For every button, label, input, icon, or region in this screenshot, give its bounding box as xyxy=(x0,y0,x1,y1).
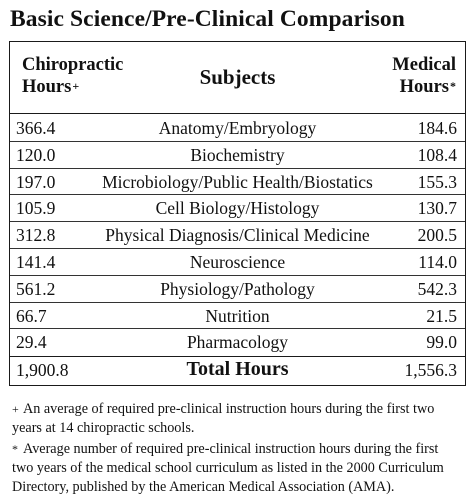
header-medical-hours xyxy=(392,54,456,98)
page-title: Basic Science/Pre-Clinical Comparison xyxy=(10,6,405,32)
chiro-hours-cell: 366.4 xyxy=(16,118,56,138)
chiro-hours-cell: 197.0 xyxy=(16,171,56,192)
header-medical-line2-wrap xyxy=(392,76,456,98)
medical-hours-cell: 200.5 xyxy=(417,225,457,246)
chiro-hours-cell: 105.9 xyxy=(16,198,56,219)
total-divider xyxy=(10,356,465,357)
subject-cell: Microbiology/Public Health/Biostatics xyxy=(102,171,373,192)
footnote-chiropractic xyxy=(12,400,467,438)
footnote-line: Directory, published by the American Medical Association (AMA). xyxy=(12,479,395,495)
table-row xyxy=(10,222,465,249)
footnote-line: Average number of required pre-clinical instruction hours during the first xyxy=(23,441,439,457)
total-medical-hours: 1,556.3 xyxy=(404,360,457,380)
header-subjects: Subjects xyxy=(199,65,276,89)
medical-hours-cell: 108.4 xyxy=(417,144,457,165)
chiro-hours-cell: 120.0 xyxy=(16,144,56,165)
subject-cell: Cell Biology/Histology xyxy=(155,198,320,219)
medical-hours-cell: 542.3 xyxy=(417,278,457,299)
subject-cell: Physiology/Pathology xyxy=(160,278,315,299)
chiro-hours-cell: 141.4 xyxy=(16,251,56,272)
table-body xyxy=(10,115,465,356)
medical-hours-cell: 184.6 xyxy=(417,118,457,138)
chiro-hours-cell: 561.2 xyxy=(16,278,56,299)
footnote-mark-asterisk: * xyxy=(12,442,18,456)
medical-hours-cell: 155.3 xyxy=(417,171,457,192)
table-row xyxy=(10,195,465,222)
footnote-line: years at 14 chiropractic schools. xyxy=(12,420,195,436)
table-row xyxy=(10,169,465,196)
subject-cell: Neuroscience xyxy=(189,251,286,272)
comparison-table xyxy=(9,41,466,386)
total-label: Total Hours xyxy=(186,358,289,380)
subject-cell: Pharmacology xyxy=(186,332,289,353)
subject-cell: Anatomy/Embryology xyxy=(158,118,317,138)
footnote-medical xyxy=(12,440,467,497)
subject-cell: Biochemistry xyxy=(190,144,285,165)
chiro-hours-cell: 312.8 xyxy=(16,225,56,246)
header-chiro-line2: Hours xyxy=(22,77,72,97)
header-chiro-line1: Chiropractic xyxy=(22,55,124,75)
medical-hours-cell: 21.5 xyxy=(426,305,457,326)
table-row xyxy=(10,303,465,330)
chiro-hours-cell: 29.4 xyxy=(16,332,47,353)
header-medical-mark: * xyxy=(450,79,456,93)
total-chiro-hours: 1,900.8 xyxy=(16,360,69,380)
footnote-mark-plus: + xyxy=(12,402,19,416)
medical-hours-cell: 114.0 xyxy=(418,251,457,272)
table-row xyxy=(10,115,465,142)
subject-cell: Physical Diagnosis/Clinical Medicine xyxy=(105,225,370,246)
footnote-line: two years of the medical school curriculum as listed in the 2000 Curriculum xyxy=(12,460,444,476)
table-row xyxy=(10,276,465,303)
subject-cell: Nutrition xyxy=(205,305,270,326)
footnote-line: An average of required pre-clinical instruction hours during the first two xyxy=(23,401,435,417)
chiro-hours-cell: 66.7 xyxy=(16,305,47,326)
medical-hours-cell: 99.0 xyxy=(426,332,457,353)
medical-hours-cell: 130.7 xyxy=(417,198,457,219)
table-row xyxy=(10,142,465,169)
table-row xyxy=(10,249,465,276)
header-medical-line1: Medical xyxy=(392,55,456,75)
header-medical-line2: Hours xyxy=(399,77,449,97)
total-row xyxy=(10,358,465,386)
table-row xyxy=(10,329,465,356)
header-divider xyxy=(10,113,465,114)
table-header xyxy=(10,42,465,113)
header-chiro-mark: + xyxy=(72,79,80,93)
